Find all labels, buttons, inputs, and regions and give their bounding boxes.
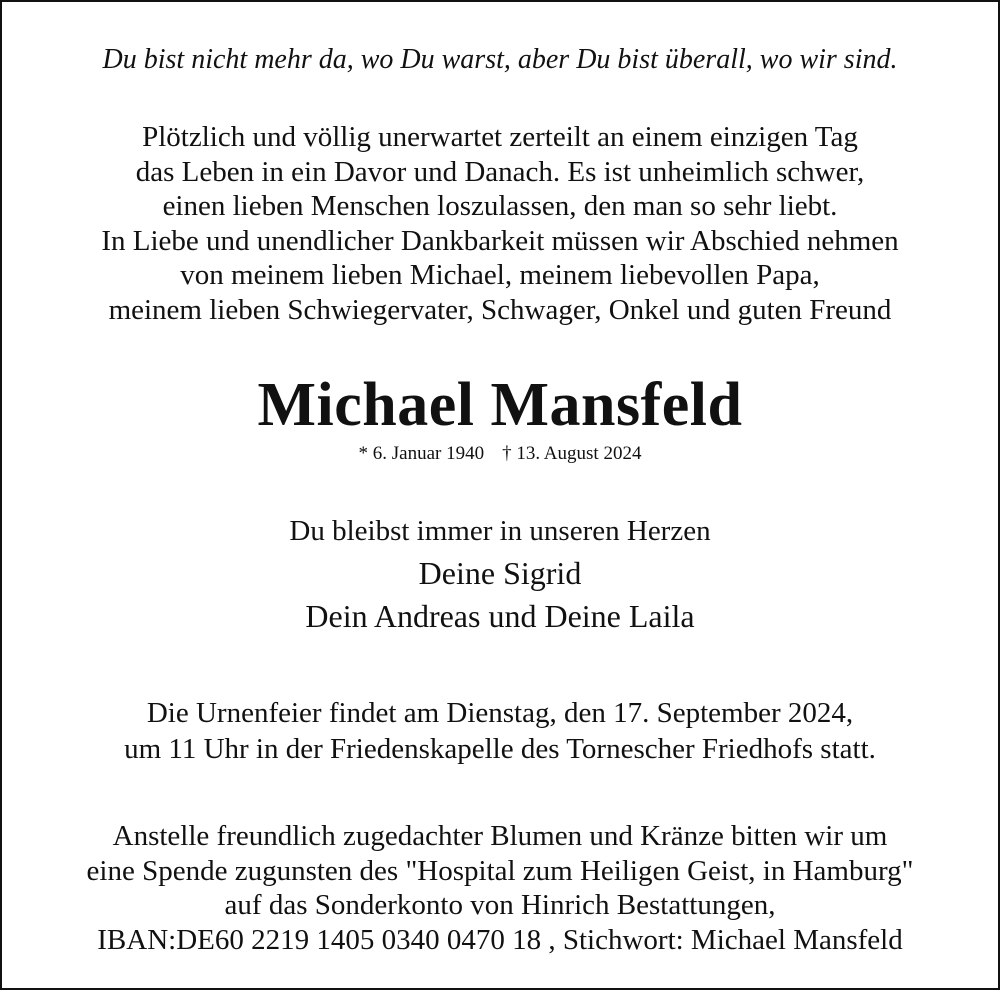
death-date: † 13. August 2024 bbox=[502, 443, 642, 464]
service-line: um 11 Uhr in der Friedenskapelle des Tornescher Friedhofs statt. bbox=[124, 733, 876, 765]
donation-request bbox=[2, 819, 998, 957]
farewell-line: Du bleibst immer in unseren Herzen bbox=[289, 515, 711, 547]
donation-line: eine Spende zugunsten des "Hospital zum Heiligen Geist, in Hamburg" bbox=[86, 854, 914, 887]
service-announcement bbox=[2, 695, 998, 767]
intro-line: das Leben in ein Davor und Danach. Es ist unheimlich schwer, bbox=[135, 155, 865, 188]
intro-line: einen lieben Menschen loszulassen, den man so sehr liebt. bbox=[162, 190, 838, 222]
signer-name: Dein Andreas und Deine Laila bbox=[305, 598, 695, 634]
intro-text bbox=[2, 120, 998, 327]
donation-line: IBAN:DE60 2219 1405 0340 0470 18 , Stichwort: Michael Mansfeld bbox=[97, 923, 903, 956]
deceased-name: Michael Mansfeld bbox=[257, 371, 743, 439]
intro-line: In Liebe und unendlicher Dankbarkeit müssen wir Abschied nehmen bbox=[101, 224, 899, 257]
signer-name: Deine Sigrid bbox=[418, 555, 582, 591]
donation-line: Anstelle freundlich zugedachter Blumen und Kränze bitten wir um bbox=[112, 820, 888, 852]
intro-line: Plötzlich und völlig unerwartet zerteilt an einem einzigen Tag bbox=[142, 121, 858, 153]
motto-quote: Du bist nicht mehr da, wo Du warst, aber Du bist überall, wo wir sind. bbox=[102, 44, 898, 75]
life-dates bbox=[2, 442, 998, 466]
donation-line: auf das Sonderkonto von Hinrich Bestattungen, bbox=[224, 889, 776, 921]
intro-line: meinem lieben Schwiegervater, Schwager, Onkel und guten Freund bbox=[108, 293, 892, 326]
birth-date: * 6. Januar 1940 bbox=[358, 443, 485, 464]
intro-line: von meinem lieben Michael, meinem liebevollen Papa, bbox=[180, 259, 820, 291]
service-line: Die Urnenfeier findet am Dienstag, den 17. September 2024, bbox=[146, 697, 854, 729]
